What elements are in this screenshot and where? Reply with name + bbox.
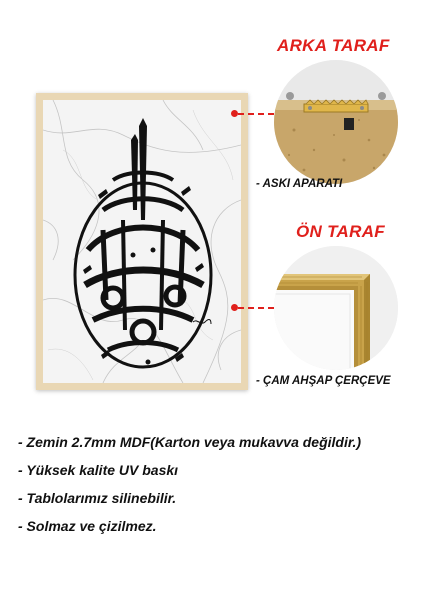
back-side-caption: - ASKI APARATI [256,178,343,190]
wood-frame-corner-icon [274,246,398,370]
feature-list [18,428,413,540]
front-side-heading: ÖN TARAF [296,222,385,241]
front-side-detail-photo [274,246,398,370]
feature-item: - Tablolarımız silinebilir. [18,490,177,506]
back-side-connector [238,113,274,115]
marble-canvas [43,100,241,383]
front-side-pointer-dot [231,304,238,311]
back-side-pointer-dot [231,110,238,117]
calligraphy-artwork-icon [43,100,241,383]
feature-item: - Yüksek kalite UV baskı [18,462,179,478]
back-side-heading: ARKA TARAF [277,36,390,55]
front-side-caption: - ÇAM AHŞAP ÇERÇEVE [256,375,391,387]
back-side-detail-photo [274,60,398,184]
feature-item: - Zemin 2.7mm MDF(Karton veya mukavva değildir.) [18,434,362,450]
hanger-bracket-icon [274,60,398,184]
feature-item: - Solmaz ve çizilmez. [18,518,157,534]
framed-artwork [36,93,248,390]
front-side-connector [238,307,274,309]
